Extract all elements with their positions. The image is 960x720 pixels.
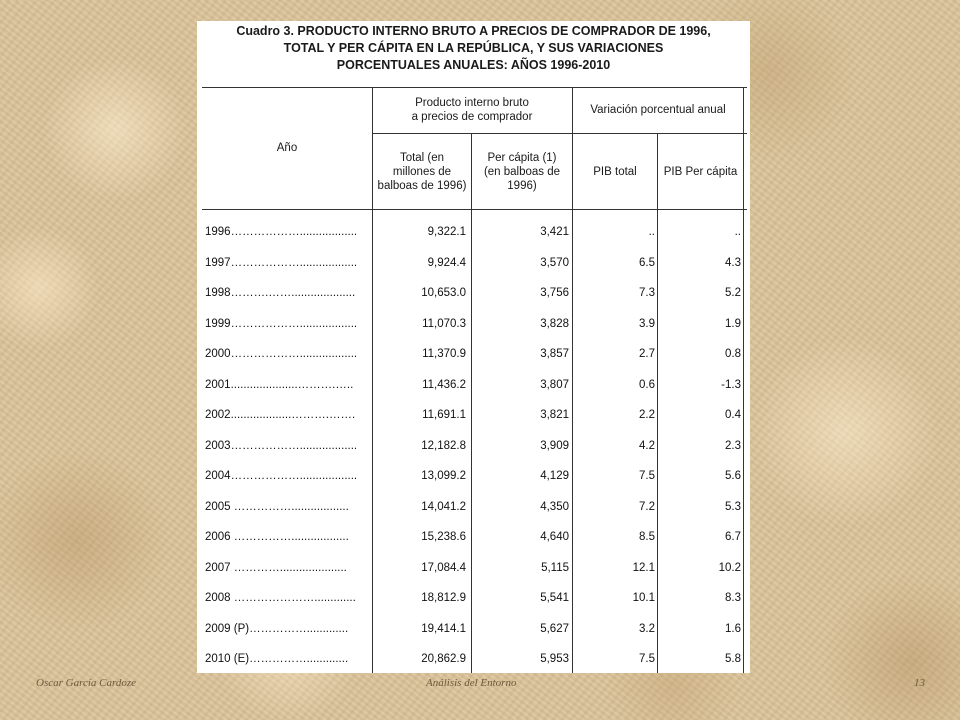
year-cell: 2003………………..................: [205, 439, 358, 452]
var-total-cell: 7.5: [639, 470, 655, 482]
year-cell: 1996………………..................: [205, 226, 358, 238]
table-row: [197, 463, 750, 494]
var-per-capita-cell: 1.6: [725, 622, 741, 635]
var-total-cell: 7.5: [639, 653, 655, 665]
title-line-1: Cuadro 3. PRODUCTO INTERNO BRUTO A PRECIOS DE COMPRADOR DE 1996,: [236, 24, 711, 38]
table-title: [197, 23, 750, 74]
year-cell: 2010 (E)…………….............: [205, 653, 349, 665]
year-cell: 2004………………..................: [205, 470, 358, 482]
var-total-cell: 2.7: [639, 348, 655, 360]
per-capita-cell: 3,756: [540, 287, 569, 299]
table-row: [197, 250, 750, 281]
year-cell: 2008 ………………….............: [205, 592, 356, 604]
year-cell: 1998……….……....................: [205, 287, 356, 299]
title-line-2: TOTAL Y PER CÁPITA EN LA REPÚBLICA, Y SUS VARIACIONES: [283, 41, 664, 55]
table-row: [197, 585, 750, 616]
per-capita-cell: 5,115: [541, 561, 569, 574]
per-capita-cell: 5,541: [540, 592, 569, 604]
total-cell: 11,070.3: [422, 317, 466, 330]
var-total-cell: 3.9: [639, 317, 655, 330]
per-capita-cell: 3,821: [540, 409, 569, 421]
year-cell: 2001.....................……….…..: [205, 378, 354, 391]
header-pib-group: Producto interno bruto a precios de comprador: [411, 97, 533, 123]
var-total-cell: 12.1: [632, 561, 655, 574]
total-cell: 18,812.9: [421, 592, 466, 604]
var-per-capita-cell: 0.4: [725, 409, 741, 421]
total-cell: 14,041.2: [421, 500, 466, 513]
table-row: [197, 555, 750, 586]
table-row: [197, 524, 750, 555]
year-cell: 2007 ………….....................: [205, 561, 347, 574]
var-total-cell: 7.2: [639, 500, 655, 513]
per-capita-cell: 4,129: [540, 470, 569, 482]
header-pib-per-capita: PIB Per cápita: [663, 165, 738, 178]
year-cell: 2000………………..................: [205, 348, 358, 360]
per-capita-cell: 5,953: [540, 653, 569, 665]
var-per-capita-cell: 0.8: [725, 348, 741, 360]
total-cell: 11,370.9: [422, 348, 466, 360]
table-row: [197, 402, 750, 433]
header-bottom-rule: [202, 209, 747, 210]
total-cell: 9,322.1: [427, 226, 466, 238]
total-cell: 11,691.1: [422, 409, 466, 421]
per-capita-cell: 4,640: [540, 531, 569, 543]
header-year: Año: [276, 142, 298, 154]
var-per-capita-cell: 5.2: [725, 287, 741, 299]
per-capita-cell: 3,828: [540, 317, 569, 330]
var-per-capita-cell: 10.2: [718, 561, 741, 574]
footer-subject: Análisis del Entorno: [426, 677, 517, 689]
var-total-cell: 4.2: [639, 439, 655, 452]
year-cell: 2009 (P)…………….............: [205, 622, 349, 635]
var-total-cell: 0.6: [639, 378, 655, 391]
table-row: [197, 646, 750, 673]
table-row: [197, 280, 750, 311]
var-total-cell: 7.3: [639, 287, 655, 299]
header-pib-total: PIB total: [593, 165, 637, 178]
year-cell: 2006 ……………..................: [205, 531, 349, 543]
table-row: [197, 433, 750, 464]
total-cell: 19,414.1: [421, 622, 466, 635]
var-per-capita-cell: 5.3: [725, 500, 741, 513]
var-per-capita-cell: -1.3: [721, 378, 741, 391]
var-total-cell: 2.2: [639, 409, 655, 421]
table-document: [197, 21, 750, 673]
var-total-cell: 8.5: [639, 531, 655, 543]
var-per-capita-cell: 5.8: [725, 653, 741, 665]
var-per-capita-cell: 5.6: [725, 470, 741, 482]
var-total-cell: ..: [648, 226, 655, 238]
var-per-capita-cell: ..: [734, 226, 741, 238]
per-capita-cell: 3,857: [540, 348, 569, 360]
year-cell: 1997………………..................: [205, 256, 358, 269]
table-row: [197, 219, 750, 250]
table-row: [197, 341, 750, 372]
total-cell: 12,182.8: [421, 439, 466, 452]
var-per-capita-cell: 8.3: [725, 592, 741, 604]
year-cell: 1999………………..................: [205, 317, 358, 330]
table-row: [197, 372, 750, 403]
var-per-capita-cell: 1.9: [725, 317, 741, 330]
var-total-cell: 10.1: [632, 592, 655, 604]
per-capita-cell: 5,627: [540, 622, 569, 635]
per-capita-cell: 4,350: [540, 500, 569, 513]
per-capita-cell: 3,909: [540, 439, 569, 452]
per-capita-cell: 3,570: [540, 256, 569, 269]
total-cell: 10,653.0: [421, 287, 466, 299]
total-cell: 13,099.2: [421, 470, 466, 482]
header-variation-group: Variación porcentual anual: [590, 104, 726, 116]
table-row: [197, 311, 750, 342]
total-cell: 11,436.2: [422, 378, 466, 391]
per-capita-cell: 3,807: [540, 378, 569, 391]
header-per-capita: Per cápita (1) (en balboas de 1996): [483, 151, 561, 192]
table-row: [197, 494, 750, 525]
total-cell: 9,924.4: [427, 256, 466, 269]
total-cell: 20,862.9: [421, 653, 466, 665]
table-row: [197, 616, 750, 647]
var-per-capita-cell: 4.3: [725, 256, 741, 269]
total-cell: 17,084.4: [421, 561, 466, 574]
header-total: Total (en millones de balboas de 1996): [377, 151, 467, 192]
title-line-3: PORCENTUALES ANUALES: AÑOS 1996-2010: [336, 58, 611, 72]
footer-page-number: 13: [914, 677, 925, 689]
var-per-capita-cell: 2.3: [725, 439, 741, 452]
year-cell: 2005 ……………..................: [205, 500, 349, 513]
footer-author: Oscar García Cardoze: [36, 677, 137, 689]
var-total-cell: 6.5: [639, 256, 655, 269]
total-cell: 15,238.6: [421, 531, 466, 543]
year-cell: 2002...................……….…….: [205, 409, 356, 421]
var-total-cell: 3.2: [639, 622, 655, 635]
var-per-capita-cell: 6.7: [725, 531, 741, 543]
per-capita-cell: 3,421: [540, 226, 569, 238]
